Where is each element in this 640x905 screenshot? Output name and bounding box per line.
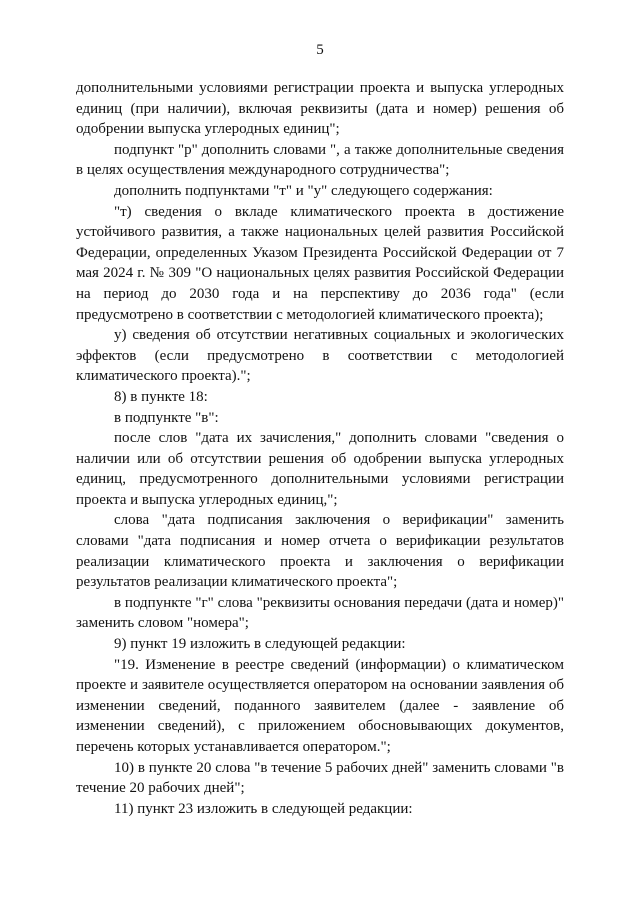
document-body	[76, 78, 564, 819]
paragraph: дополнить подпунктами "т" и "у" следующего содержания:	[114, 182, 493, 199]
paragraph: у) сведения об отсутствии негативных социальных и экологических эффектов (если предусмотрено в соответствии с методологией климатического проекта).";	[76, 327, 564, 385]
paragraph: 10) в пункте 20 слова "в течение 5 рабочих дней" заменить словами "в течение 20 рабочих дней";	[76, 759, 564, 797]
paragraph: слова "дата подписания заключения о верификации" заменить словами "дата подписания и номер отчета о верификации результатов реализации климатического проекта и заключения о верификации результатов реализации климатического проекта";	[76, 512, 564, 591]
paragraph: в подпункте "в":	[114, 409, 219, 426]
page-number: 5	[316, 42, 324, 58]
paragraph: "19. Изменение в реестре сведений (информации) о климатическом проекте и заявителе осуществляется оператором на основании заявления об изменении сведений, поданного заявителем (далее - заявление об изменении сведений), с приложением обосновывающих документов, перечень которых устанавливается оператором.";	[76, 656, 564, 755]
paragraph: в подпункте "г" слова "реквизиты основания передачи (дата и номер)" заменить словом "номера";	[76, 594, 564, 632]
paragraph: дополнительными условиями регистрации проекта и выпуска углеродных единиц (при наличии), включая реквизиты (дата и номер) решения об одобрении выпуска углеродных единиц";	[76, 80, 564, 138]
paragraph: "т) сведения о вкладе климатического проекта в достижение устойчивого развития, а также национальных целей развития Российской Федерации, определенных Указом Президента Российской Федерации от 7 мая 2024 г. № 309 "О национальных целях развития Российской Федерации на период до 2030 года и на перспективу до 2036 года" (если предусмотрено в соответствии с методологией климатического проекта);	[76, 203, 564, 323]
paragraph: 11) пункт 23 изложить в следующей редакции:	[114, 800, 413, 817]
paragraph: 9) пункт 19 изложить в следующей редакции:	[114, 636, 406, 653]
paragraph: после слов "дата их зачисления," дополнить словами "сведения о наличии или об отсутствии решения об одобрении выпуска углеродных единиц, предусмотренного дополнительными условиями регистрации проекта и выпуска углеродных единиц,";	[76, 430, 564, 508]
paragraph: подпункт "р" дополнить словами ", а также дополнительные сведения в целях осуществления международного сотрудничества";	[76, 141, 564, 179]
paragraph: 8) в пункте 18:	[114, 388, 208, 405]
